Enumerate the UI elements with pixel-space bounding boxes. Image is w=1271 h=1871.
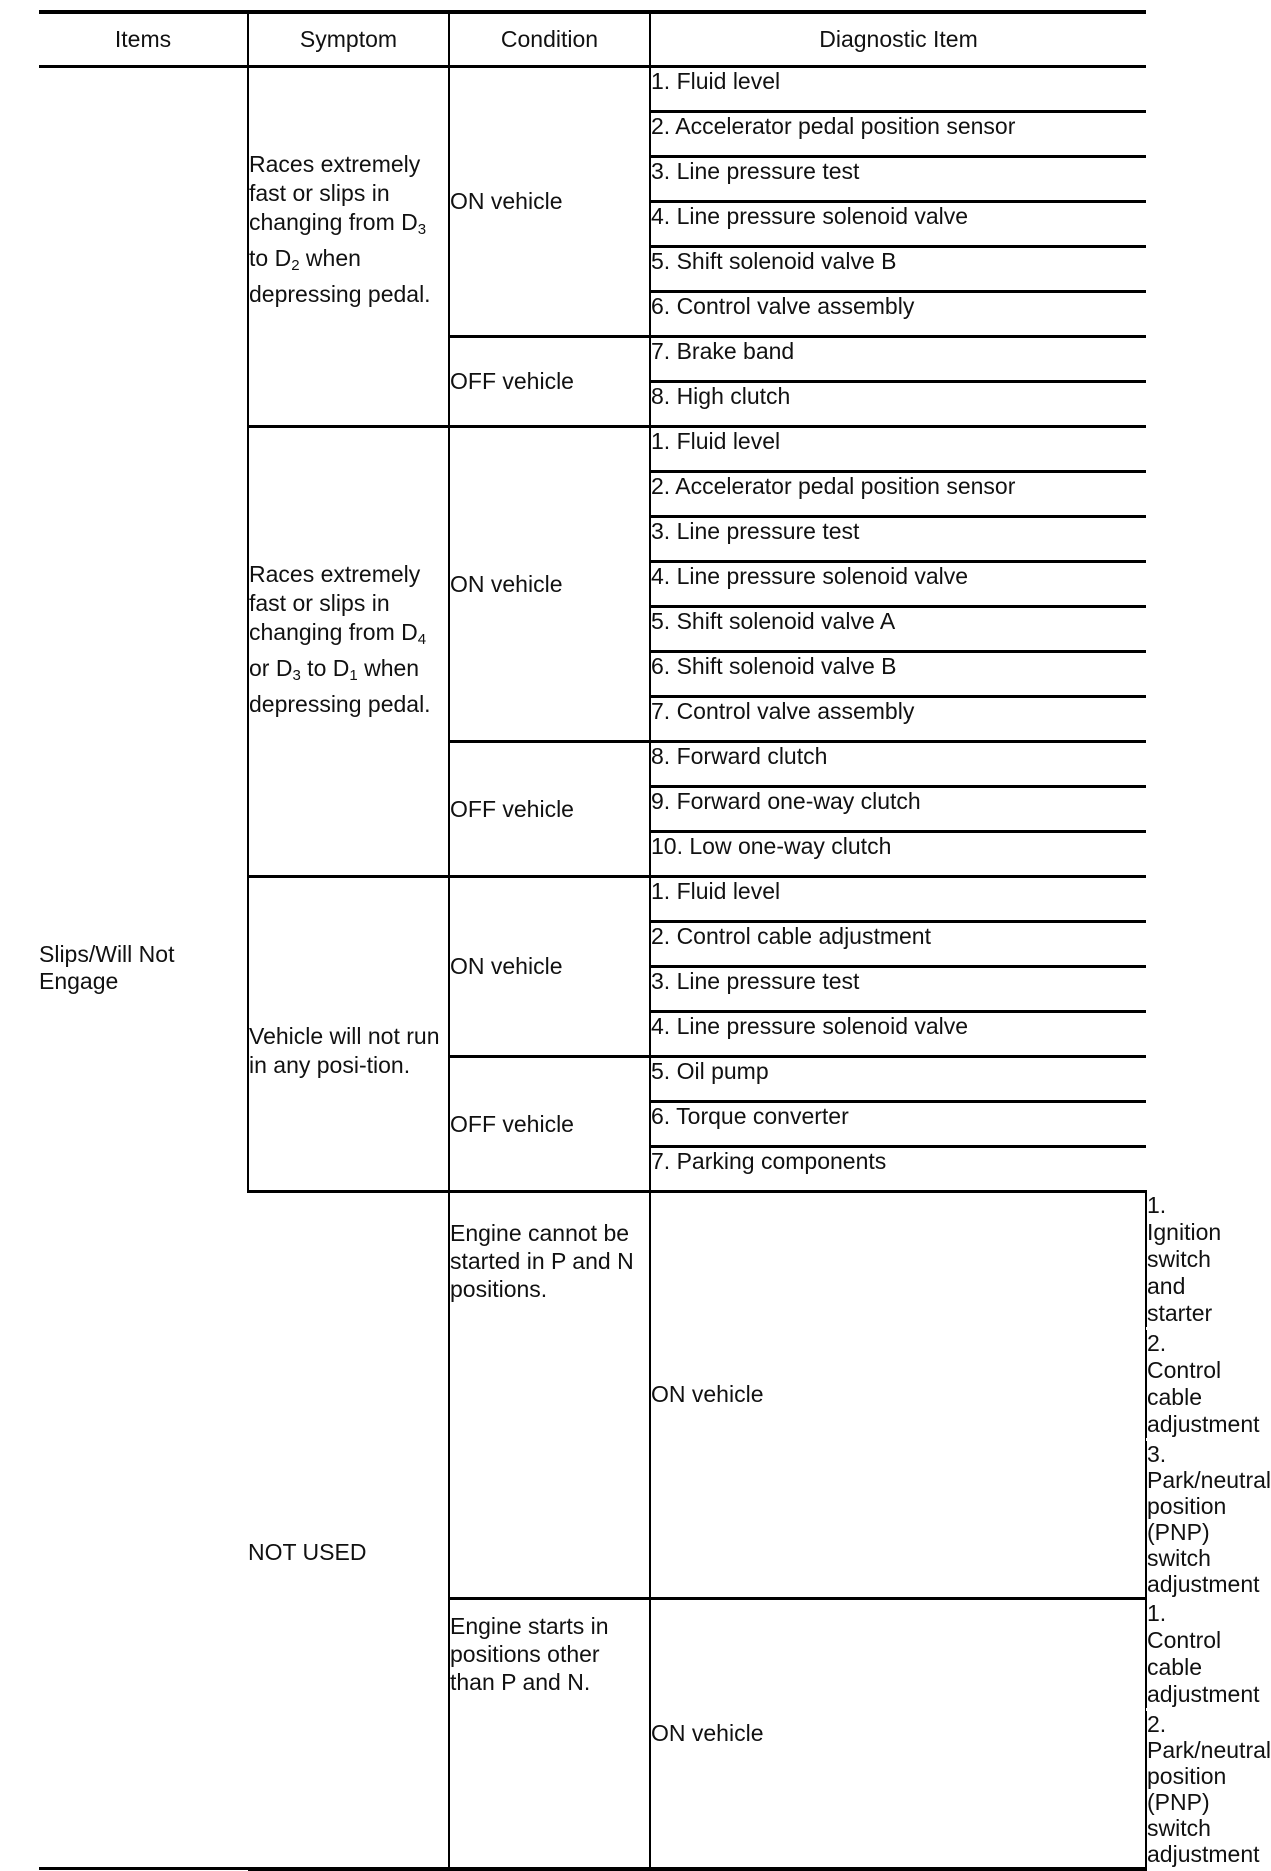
symptom-cell <box>248 427 449 877</box>
diagnostic-item: 10. Low one-way clutch <box>650 832 1146 877</box>
diagnostic-item: 6. Shift solenoid valve B <box>650 652 1146 697</box>
items-label-not-used: NOT USED <box>248 1539 367 1566</box>
diagnostic-item: 4. Line pressure solenoid valve <box>650 1012 1146 1057</box>
symptom-text: Engine cannot be started in P and N positions. <box>450 1220 634 1302</box>
diagnostic-item: 8. High clutch <box>650 382 1146 427</box>
diagnostic-item: 1. Fluid level <box>650 877 1146 922</box>
diagnostic-item: 4. Line pressure solenoid valve <box>650 202 1146 247</box>
header-symptom: Symptom <box>248 12 449 67</box>
condition-label: ON vehicle <box>651 1719 764 1746</box>
condition-label: ON vehicle <box>450 570 563 597</box>
condition-label: OFF vehicle <box>450 1110 574 1137</box>
header-condition: Condition <box>449 12 650 67</box>
diagnostic-item: 3. Line pressure test <box>650 517 1146 562</box>
diagnostic-item: 7. Control valve assembly <box>650 697 1146 742</box>
diagnostic-item: 5. Shift solenoid valve B <box>650 247 1146 292</box>
diagnostic-item: 6. Control valve assembly <box>650 292 1146 337</box>
items-cell-slips <box>39 67 248 1869</box>
condition-label: OFF vehicle <box>450 368 574 394</box>
diagnostic-item: 2. Control cable adjustment <box>650 922 1146 967</box>
table-row: 2. Control cable adjustment <box>1147 1329 1260 1437</box>
table-row: Engine starts in positions other than P and N. ON vehicle 1. Control cable adjustment <box>39 1598 1146 1709</box>
condition-cell <box>449 877 650 1057</box>
diagnostic-item: 8. Forward clutch <box>650 742 1146 787</box>
table-row: NOT USED Engine cannot be started in P and N positions. ON vehicle 1. Ignition switch and starter <box>39 1192 1146 1329</box>
diagnostic-item: 4. Line pressure solenoid valve <box>650 562 1146 607</box>
diagnostic-item: 7. Parking components <box>650 1147 1146 1192</box>
condition-cell <box>449 337 650 427</box>
diagnostic-item: 3. Line pressure test <box>650 967 1146 1012</box>
diagnostic-item: 5. Oil pump <box>650 1057 1146 1102</box>
table-row: 2. Park/neutral position (PNP) switch adjustment <box>1147 1710 1271 1867</box>
condition-label: ON vehicle <box>450 188 563 214</box>
header-diagnostic-item: Diagnostic Item <box>650 12 1146 67</box>
header-row <box>39 12 1146 67</box>
condition-label: ON vehicle <box>651 1381 764 1408</box>
table-row <box>39 67 1146 112</box>
diagnostic-item: 9. Forward one-way clutch <box>650 787 1146 832</box>
diagnostic-item: 2. Accelerator pedal position sensor <box>650 472 1146 517</box>
symptom-text: Vehicle will not run in any posi-tion. <box>249 1022 440 1078</box>
condition-label: OFF vehicle <box>450 795 574 822</box>
diagnostic-item: 1. Fluid level <box>650 67 1146 112</box>
diagnostic-item: 3. Line pressure test <box>650 157 1146 202</box>
diagnostic-item: 6. Torque converter <box>650 1102 1146 1147</box>
condition-cell <box>650 1192 1146 1599</box>
diagnostic-item: 5. Shift solenoid valve A <box>650 607 1146 652</box>
symptom-cell <box>248 67 449 427</box>
symptom-text: Engine starts in positions other than P and N. <box>450 1612 609 1695</box>
condition-cell <box>650 1598 1146 1869</box>
symptom-cell <box>248 877 449 1192</box>
condition-cell <box>449 67 650 337</box>
diagnostic-item: 2. Accelerator pedal position sensor <box>650 112 1146 157</box>
condition-cell <box>449 427 650 742</box>
items-label-slips: Slips/Will Not Engage <box>39 940 175 994</box>
diagnostic-table <box>39 10 1271 1871</box>
condition-cell <box>449 742 650 877</box>
symptom-text: Races extremely fast or slips in changing from $D_3$ to $D_2$ when depressing pedal. <box>249 151 431 307</box>
items-cell-not-used <box>248 1192 449 1869</box>
header-items: Items <box>39 12 248 67</box>
table-row: 3. Park/neutral position (PNP) switch adjustment <box>1147 1440 1271 1597</box>
diagnostic-item: 1. Fluid level <box>650 427 1146 472</box>
symptom-cell <box>449 1192 650 1599</box>
symptom-text: Races extremely fast or slips in changing from $D_4$ or $D_3$ to $D_1$ when depressing pedal. <box>249 560 431 717</box>
condition-cell <box>449 1057 650 1192</box>
condition-label: ON vehicle <box>450 953 563 979</box>
symptom-cell <box>449 1598 650 1869</box>
diagnostic-item: 7. Brake band <box>650 337 1146 382</box>
